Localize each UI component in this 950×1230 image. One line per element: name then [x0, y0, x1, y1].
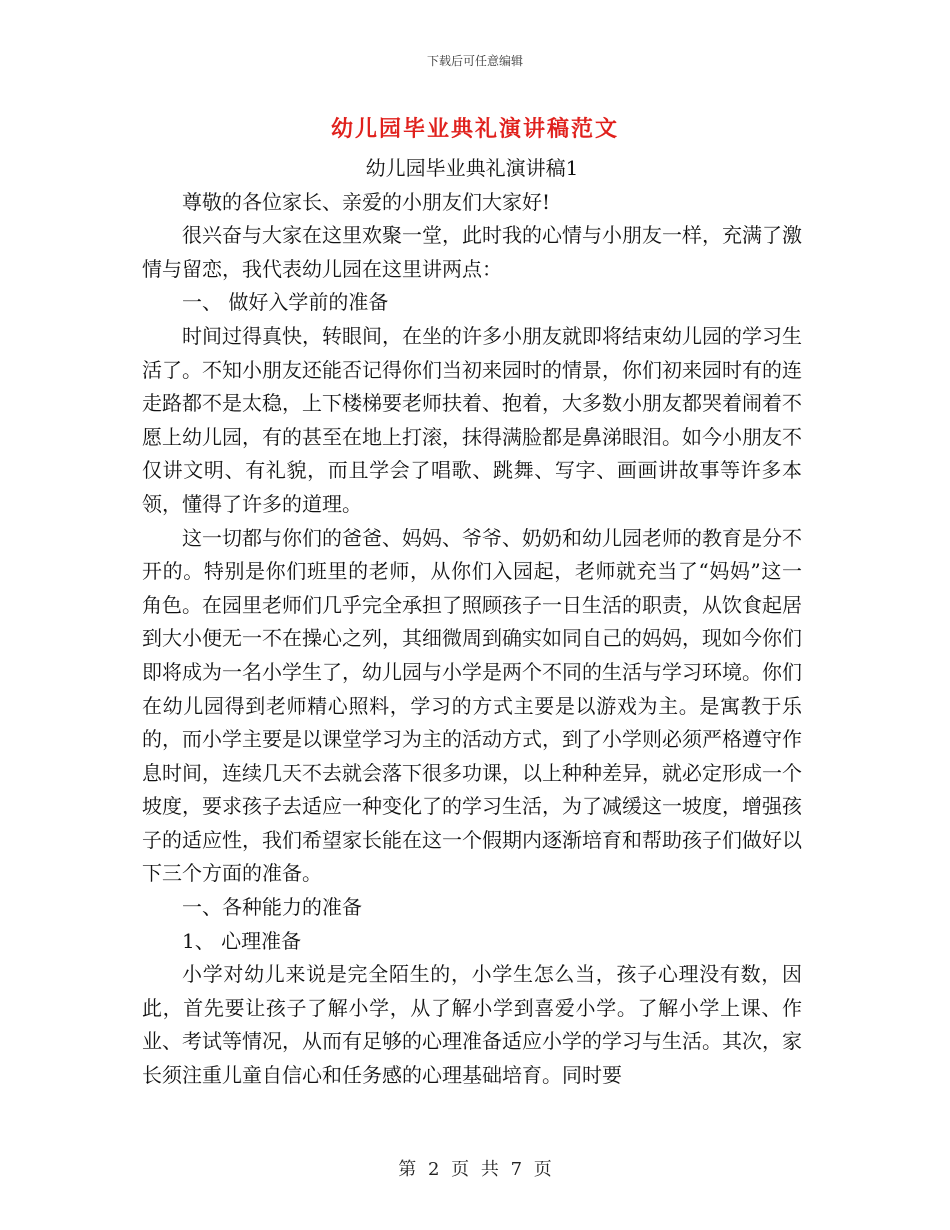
page-number: 第 2 页 共 7 页: [398, 1159, 552, 1180]
header-note: 下载后可任意编辑: [426, 54, 523, 68]
document-body: [142, 152, 802, 1093]
paragraph-psychology: 小学对幼儿来说是完全陌生的，小学生怎么当，孩子心理没有数，因此，首先要让孩子了解小学，从了解小学到喜爱小学。了解小学上课、作业、考试等情况，从而有足够的心理准备适应小学的学习与生活。其次，家长须注重儿童自信心和任务感的心理基础培育。同时要: [142, 962, 802, 1088]
paragraph-intro: 很兴奋与大家在这里欢聚一堂，此时我的心情与小朋友一样，充满了激情与留恋，我代表幼儿园在这里讲两点：: [142, 223, 802, 281]
document-subtitle: 幼儿园毕业典礼演讲稿1: [365, 156, 579, 180]
paragraph-time-flies: 时间过得真快，转眼间，在坐的许多小朋友就即将结束幼儿园的学习生活了。不知小朋友还能否记得你们当初来园时的情景，你们初来园时有的连走路都不是太稳，上下楼梯要老师扶着、抱着，大多数小朋友都哭着闹着不愿上幼儿园，有的甚至在地上打滚，抹得满脸都是鼻涕眼泪。如今小朋友不仅讲文明、有礼貌，而且学会了唱歌、跳舞、写字、画画讲故事等许多本领，懂得了许多的道理。: [142, 323, 802, 516]
section-heading-prepare: 一、 做好入学前的准备: [182, 290, 389, 315]
section-heading-psychology: 1、 心理准备: [182, 928, 302, 953]
paragraph-greeting: 尊敬的各位家长、亲爱的小朋友们大家好!: [182, 189, 551, 214]
document-title: 幼儿园毕业典礼演讲稿范文: [330, 117, 619, 142]
section-heading-abilities: 一、各种能力的准备: [182, 895, 362, 920]
paragraph-teachers: 这一切都与你们的爸爸、妈妈、爷爷、奶奶和幼儿园老师的教育是分不开的。特别是你们班里的老师，从你们入园起，老师就充当了“妈妈”这一角色。在园里老师们几乎完全承担了照顾孩子一日生活的职责，从饮食起居到大小便无一不在操心之列，其细微周到确实如同自己的妈妈，现如今你们即将成为一名小学生了，幼儿园与小学是两个不同的生活与学习环境。你们在幼儿园得到老师精心照料，学习的方式主要是以游戏为主。是寓教于乐的，而小学主要是以课堂学习为主的活动方式，到了小学则必须严格遵守作息时间，连续几天不去就会落下很多功课，以上种种差异，就必定形成一个坡度，要求孩子去适应一种变化了的学习生活，为了减缓这一坡度，增强孩子的适应性，我们希望家长能在这一个假期内逐渐培育和帮助孩子们做好以下三个方面的准备。: [142, 525, 802, 886]
